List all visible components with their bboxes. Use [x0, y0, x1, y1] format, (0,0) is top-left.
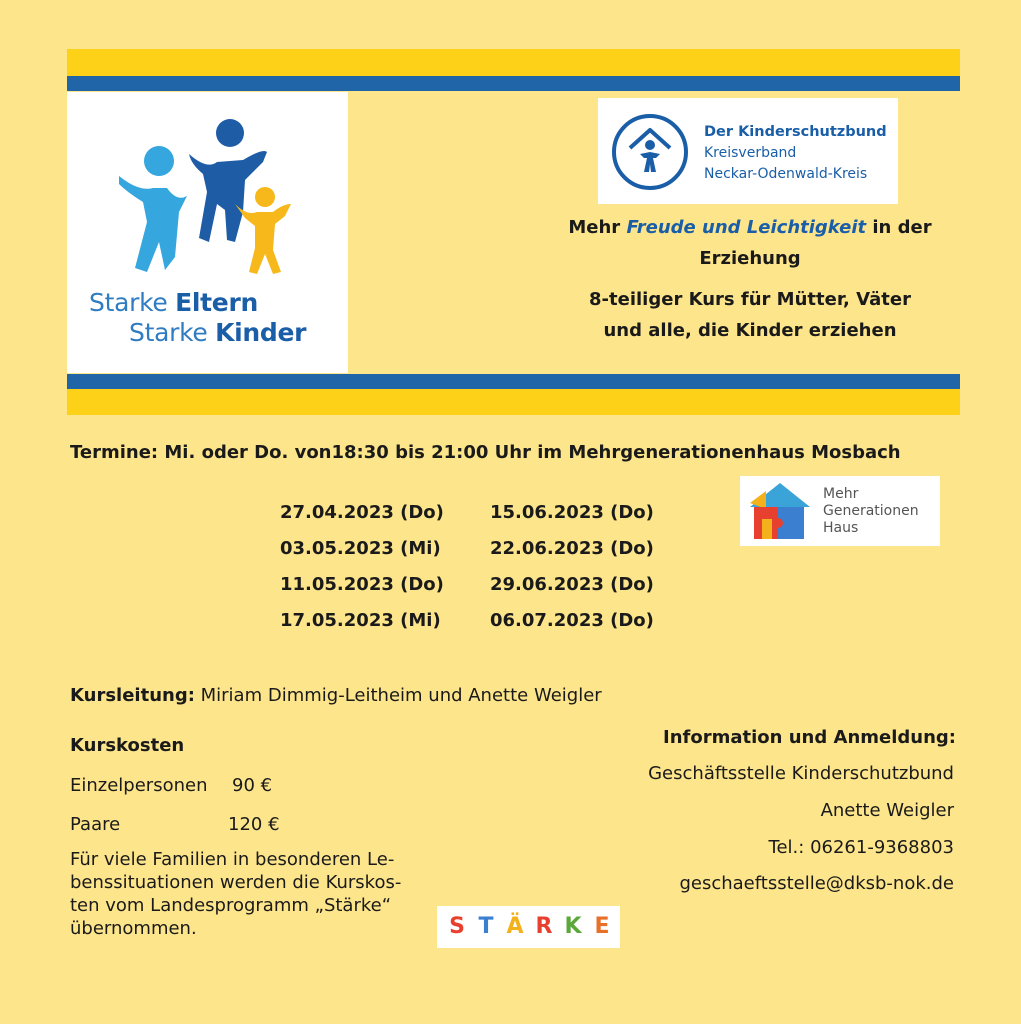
staerke-letter: T: [478, 914, 494, 939]
date-item: 11.05.2023 (Do): [280, 574, 444, 595]
note-line: benssituationen werden die Kurskos-: [70, 872, 402, 893]
dksb-subtitle-1: Kreisverband: [704, 145, 797, 161]
staerke-letter: Ä: [506, 914, 524, 939]
note-line: übernommen.: [70, 918, 197, 939]
date-item: 15.06.2023 (Do): [490, 502, 654, 523]
kursleitung: [70, 685, 602, 706]
mehrgenerationenhaus-logo: [740, 476, 940, 546]
course-description: [545, 284, 955, 346]
headline-line-1: Mehr Freude und Leichtigkeit in der: [568, 217, 932, 238]
brand-line-1: Starke Eltern: [89, 288, 258, 317]
staerke-letter: E: [594, 914, 610, 939]
mgh-line-1: Mehr: [823, 486, 859, 502]
kursleitung-label: Kursleitung:: [70, 685, 195, 706]
mgh-line-2: Generationen: [823, 503, 919, 519]
headline: [545, 212, 955, 274]
kinderschutzbund-house-icon: [610, 112, 690, 192]
mgh-line-3: Haus: [823, 520, 859, 536]
dksb-subtitle-2: Neckar-Odenwald-Kreis: [704, 166, 868, 182]
bottom-blue-band: [67, 374, 960, 389]
date-item: 17.05.2023 (Mi): [280, 610, 441, 631]
info-line-1: Geschäftsstelle Kinderschutzbund: [648, 763, 954, 784]
paare-label: Paare: [70, 814, 121, 835]
date-item: 22.06.2023 (Do): [490, 538, 654, 559]
brand-line-2: Starke Kinder: [129, 318, 307, 347]
date-item: 27.04.2023 (Do): [280, 502, 444, 523]
date-item: 29.06.2023 (Do): [490, 574, 654, 595]
info-line-2: Anette Weigler: [820, 800, 954, 821]
bottom-yellow-band: [67, 389, 960, 415]
einzel-price: 90 €: [232, 775, 273, 796]
puzzle-house-icon: [744, 479, 814, 543]
paare-price: 120 €: [228, 814, 280, 835]
course-description-line-1: 8-teiliger Kurs für Mütter, Väter: [589, 289, 911, 310]
info-phone: Tel.: 06261-9368803: [768, 837, 954, 858]
top-yellow-band: [67, 49, 960, 76]
course-description-line-2: und alle, die Kinder erziehen: [603, 320, 897, 341]
date-item: 06.07.2023 (Do): [490, 610, 654, 631]
einzel-label: Einzelpersonen: [70, 775, 208, 796]
note-line: ten vom Landesprogramm „Stärke“: [70, 895, 392, 916]
staerke-letter: K: [564, 914, 582, 939]
dksb-title: Der Kinderschutzbund: [704, 124, 887, 140]
note-line: Für viele Familien in besonderen Le-: [70, 849, 395, 870]
dates-column-2: [490, 495, 654, 639]
staerke-logo: [437, 906, 620, 948]
staerke-letter: R: [535, 914, 553, 939]
dates-column-1: [280, 495, 444, 639]
starke-eltern-logo: [67, 92, 348, 373]
kinderschutzbund-logo: [598, 98, 898, 204]
headline-line-2: Erziehung: [699, 248, 801, 269]
top-blue-band: [67, 76, 960, 91]
date-item: 03.05.2023 (Mi): [280, 538, 441, 559]
kurskosten-note: [70, 848, 401, 940]
info-title: Information und Anmeldung:: [663, 727, 956, 748]
staerke-letter: S: [449, 914, 465, 939]
termine-line: Termine: Mi. oder Do. von18:30 bis 21:00 Uhr im Mehrgenerationenhaus Mosbach: [70, 442, 901, 463]
kurskosten-title: Kurskosten: [70, 735, 185, 756]
kursleitung-value: Miriam Dimmig-Leitheim und Anette Weigler: [194, 685, 602, 706]
info-email[interactable]: geschaeftsstelle@dksb-nok.de: [679, 873, 954, 894]
